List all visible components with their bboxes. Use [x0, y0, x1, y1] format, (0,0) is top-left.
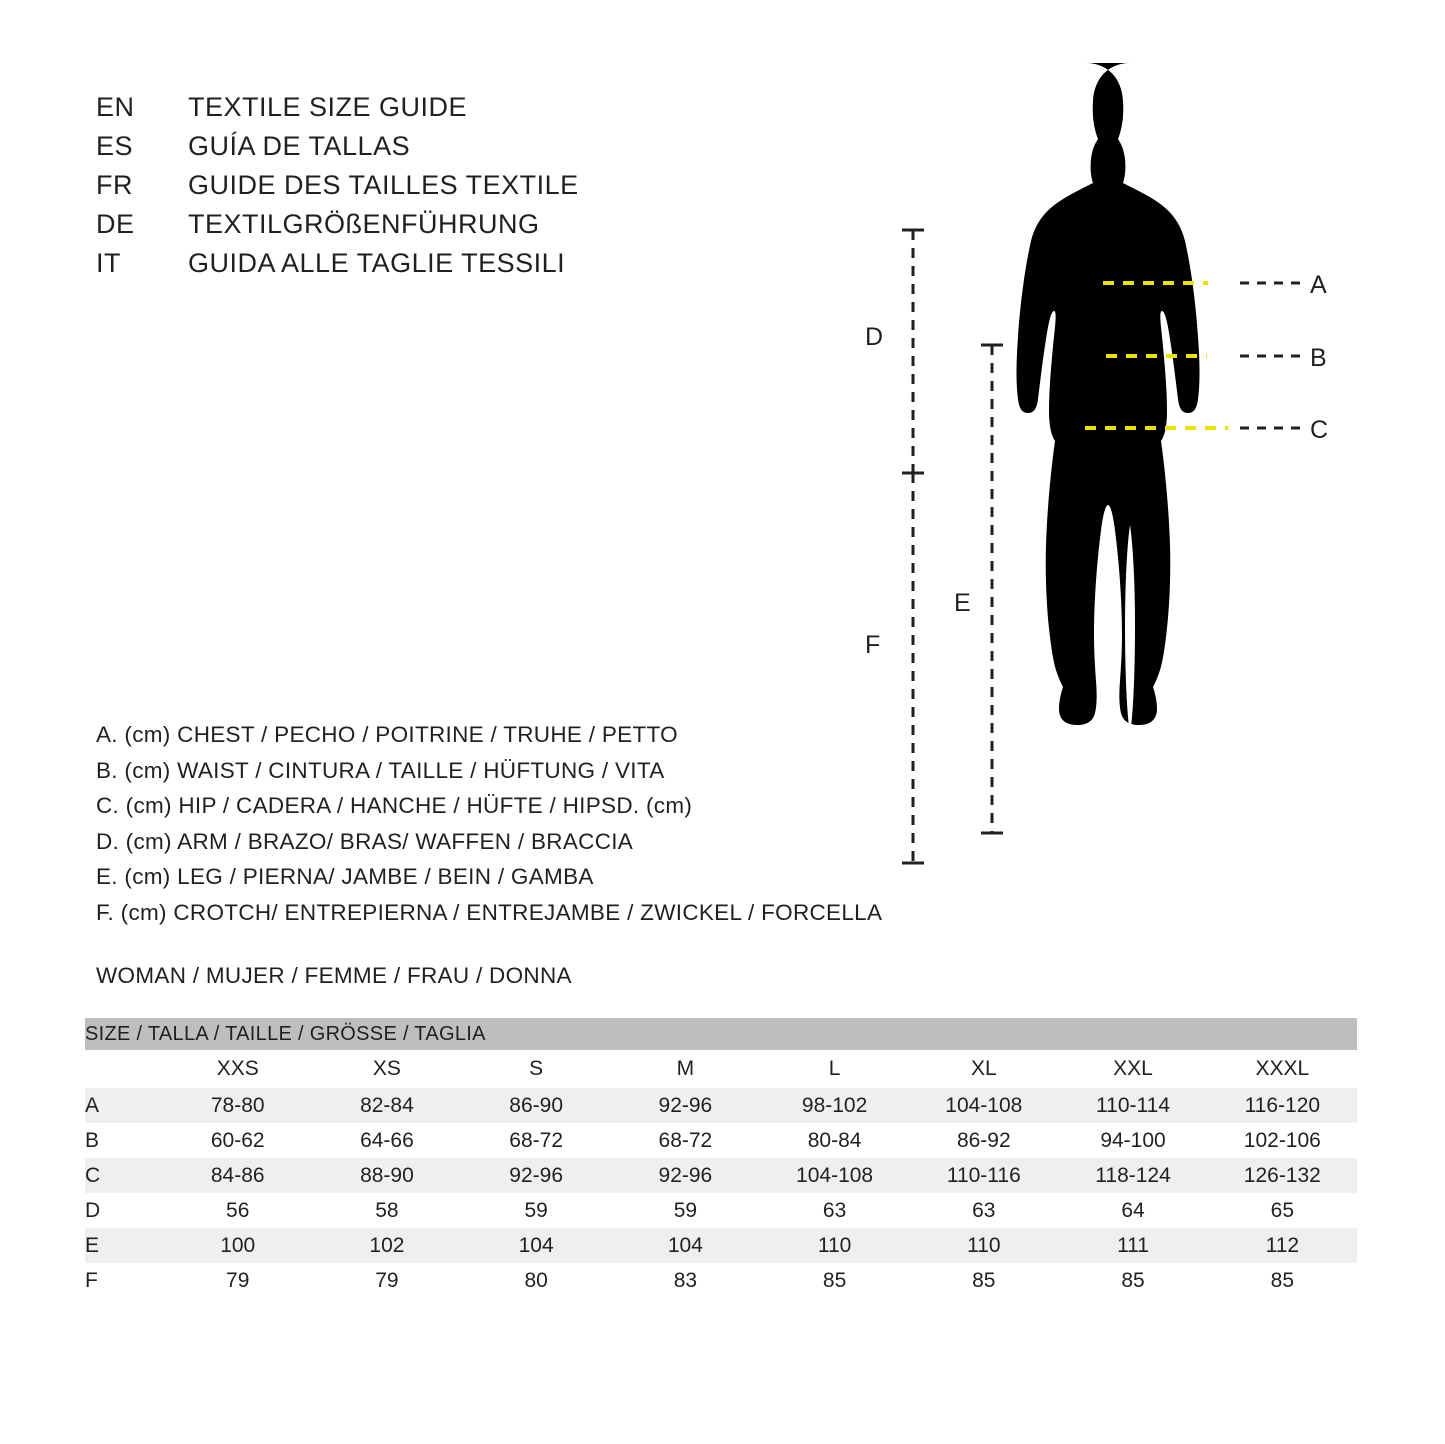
cell-a-m: 92-96: [611, 1088, 760, 1123]
title-text-it: GUIDA ALLE TAGLIE TESSILI: [188, 248, 566, 278]
title-lang-es: ES: [96, 131, 134, 161]
legend-item-b: B. (cm) WAIST / CINTURA / TAILLE / HÜFTUNG / VITA: [96, 757, 665, 783]
title-text-de: TEXTILGRÖßENFÜHRUNG: [188, 209, 540, 239]
cell-c-xs: 88-90: [312, 1158, 461, 1193]
title-text-fr: GUIDE DES TAILLES TEXTILE: [188, 170, 579, 200]
row-label-a: A: [85, 1088, 163, 1123]
cell-f-xxl: 85: [1121, 1268, 1145, 1292]
cell-c-xxxl: 126-132: [1208, 1158, 1357, 1193]
gender-label: WOMAN / MUJER / FEMME / FRAU / DONNA: [96, 963, 572, 988]
dim-label-e: E: [954, 589, 971, 617]
cell-b-xl: 86-92: [956, 1128, 1011, 1152]
legend-item-e: E. (cm) LEG / PIERNA/ JAMBE / BEIN / GAMBA: [96, 864, 594, 889]
cell-b-s: 68-72: [509, 1128, 564, 1152]
cell-a-xs: 82-84: [312, 1088, 461, 1123]
dim-label-b: B: [1310, 344, 1327, 372]
row-label-b: B: [85, 1128, 100, 1152]
col-head-s: S: [462, 1050, 611, 1088]
cell-b-xs: 64-66: [360, 1128, 414, 1152]
table-band-label: SIZE / TALLA / TAILLE / GRÖSSE / TAGLIA: [85, 1018, 1357, 1050]
title-lang-en: EN: [96, 92, 135, 122]
cell-f-s: 80: [524, 1268, 548, 1292]
cell-f-xxs: 79: [226, 1268, 250, 1292]
cell-d-xxl: 64: [1121, 1198, 1145, 1222]
cell-e-xxl: 111: [1058, 1228, 1207, 1263]
title-lang-fr: FR: [96, 170, 133, 200]
legend-item-f: F. (cm) CROTCH/ ENTREPIERNA / ENTREJAMBE / ZWICKEL / FORCELLA: [96, 899, 883, 925]
table-corner-cell: [85, 1050, 163, 1088]
cell-e-xl: 110: [909, 1228, 1058, 1263]
cell-e-xxxl: 112: [1208, 1228, 1357, 1263]
cell-a-xxs: 78-80: [163, 1088, 312, 1123]
cell-c-l: 104-108: [760, 1158, 909, 1193]
cell-d-xxs: 56: [226, 1198, 250, 1222]
cell-e-m: 104: [611, 1228, 760, 1263]
cell-d-xl: 63: [972, 1198, 996, 1222]
row-label-f: F: [85, 1268, 98, 1292]
cell-b-l: 80-84: [807, 1128, 862, 1152]
title-row-es: [96, 131, 716, 170]
row-label-c: C: [85, 1158, 163, 1193]
legend-item-c: C. (cm) HIP / CADERA / HANCHE / HÜFTE / HIPSD. (cm): [96, 793, 693, 818]
cell-c-s: 92-96: [462, 1158, 611, 1193]
legend-item-a: A. (cm) CHEST / PECHO / POITRINE / TRUHE / PETTO: [96, 722, 678, 747]
table-column-header-row: [85, 1050, 1357, 1088]
title-block: [96, 92, 716, 287]
col-head-xxl: XXL: [1058, 1050, 1207, 1088]
col-head-xl: XL: [909, 1050, 1058, 1088]
title-row-it: [96, 248, 716, 287]
title-text-es: GUÍA DE TALLAS: [188, 131, 411, 161]
col-head-m: M: [611, 1050, 760, 1088]
cell-c-xxs: 84-86: [163, 1158, 312, 1193]
title-row-en: [96, 92, 716, 131]
table-row: [85, 1123, 1357, 1158]
col-head-xs: XS: [312, 1050, 461, 1088]
cell-a-xl: 104-108: [909, 1088, 1058, 1123]
cell-c-xl: 110-116: [909, 1158, 1058, 1193]
bracket-e: [981, 345, 1003, 833]
cell-f-xl: 85: [972, 1268, 996, 1292]
cell-e-l: 110: [760, 1228, 909, 1263]
cell-d-l: 63: [822, 1198, 847, 1222]
title-lang-it: IT: [96, 248, 121, 278]
leader-lines: [1240, 283, 1300, 428]
cell-b-m: 68-72: [658, 1128, 713, 1152]
table-row: [85, 1228, 1357, 1263]
table-row: [85, 1158, 1357, 1193]
cell-d-s: 59: [524, 1198, 548, 1222]
cell-a-xxxl: 116-120: [1208, 1088, 1357, 1123]
body-measurement-diagram: [840, 55, 1400, 895]
cell-f-xxxl: 85: [1270, 1268, 1294, 1292]
col-head-l: L: [760, 1050, 909, 1088]
row-label-d: D: [85, 1198, 101, 1222]
cell-e-s: 104: [462, 1228, 611, 1263]
cell-a-xxl: 110-114: [1058, 1088, 1207, 1123]
title-text-en: TEXTILE SIZE GUIDE: [188, 92, 468, 122]
cell-c-m: 92-96: [611, 1158, 760, 1193]
female-silhouette-icon: [1017, 63, 1209, 735]
cell-a-l: 98-102: [760, 1088, 909, 1123]
row-label-e: E: [85, 1228, 163, 1263]
bracket-d: [902, 230, 924, 473]
cell-f-xs: 79: [375, 1268, 399, 1292]
legend-block: [96, 722, 916, 935]
dim-label-a: A: [1310, 271, 1327, 299]
title-row-fr: [96, 170, 716, 209]
cell-c-xxl: 118-124: [1058, 1158, 1207, 1193]
cell-b-xxl: 94-100: [1100, 1128, 1166, 1152]
cell-e-xs: 102: [312, 1228, 461, 1263]
cell-a-s: 86-90: [462, 1088, 611, 1123]
dim-label-f: F: [865, 631, 881, 659]
legend-item-d: D. (cm) ARM / BRAZO/ BRAS/ WAFFEN / BRACCIA: [96, 828, 634, 854]
title-row-de: [96, 209, 716, 248]
cell-d-xs: 58: [375, 1198, 399, 1222]
size-table: [85, 1018, 1357, 1298]
col-head-xxs: XXS: [163, 1050, 312, 1088]
cell-d-m: 59: [673, 1198, 698, 1222]
dim-label-d: D: [865, 323, 884, 351]
cell-d-xxxl: 65: [1270, 1198, 1294, 1222]
table-row: [85, 1193, 1357, 1228]
table-band-header: [85, 1018, 1357, 1050]
cell-f-m: 83: [673, 1268, 698, 1292]
table-row: [85, 1263, 1357, 1298]
col-head-xxxl: XXXL: [1208, 1050, 1357, 1088]
cell-b-xxs: 60-62: [210, 1128, 265, 1152]
title-lang-de: DE: [96, 209, 135, 239]
cell-e-xxs: 100: [163, 1228, 312, 1263]
table-row: [85, 1088, 1357, 1123]
dim-label-c: C: [1310, 416, 1329, 444]
cell-f-l: 85: [822, 1268, 847, 1292]
cell-b-xxxl: 102-106: [1243, 1128, 1321, 1152]
